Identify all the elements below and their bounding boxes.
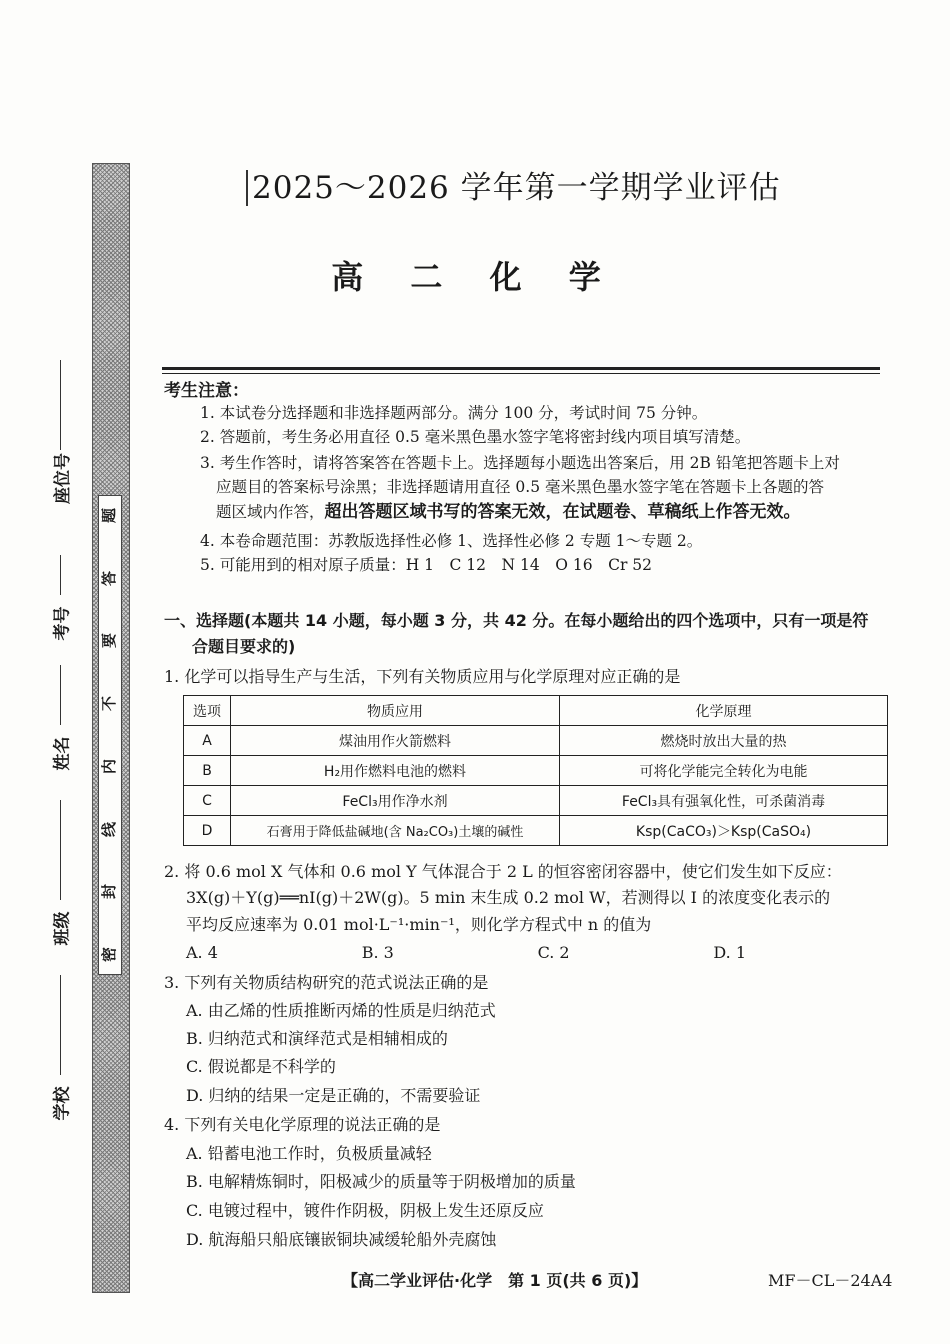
option-a[interactable]: A. 4 bbox=[186, 943, 218, 962]
option-b[interactable]: B. 电解精炼铜时，阳极减少的质量等于阴极增加的质量 bbox=[186, 1172, 576, 1191]
notice-item: 5. 可能用到的相对原子质量：H 1 C 12 N 14 O 16 Cr 52 bbox=[200, 556, 653, 574]
notice-title: 考生注意： bbox=[164, 381, 249, 401]
table-cell: A bbox=[184, 726, 231, 756]
paper-code: MF－CL－24A4 bbox=[768, 1271, 893, 1290]
option-c[interactable]: C. 2 bbox=[537, 943, 570, 962]
exam-number-label: 考号 bbox=[52, 606, 73, 641]
class-field[interactable] bbox=[40, 800, 80, 957]
table-cell: 燃烧时放出大量的热 bbox=[560, 726, 888, 756]
option-d[interactable]: D. 航海船只船底镶嵌铜块减缓轮船外壳腐蚀 bbox=[186, 1230, 497, 1249]
blank-line bbox=[60, 360, 61, 450]
table-cell: D bbox=[184, 816, 231, 846]
name-field[interactable] bbox=[40, 665, 80, 782]
question-2-options bbox=[186, 940, 746, 966]
question-2-stem-cont: 平均反应速率为 0.01 mol·L⁻¹·min⁻¹，则化学方程式中 n 的值为 bbox=[186, 915, 652, 934]
school-field[interactable] bbox=[40, 975, 80, 1132]
table-row bbox=[184, 726, 888, 756]
seal-char: 线 bbox=[100, 821, 119, 837]
table-cell: FeCl₃具有强氧化性，可杀菌消毒 bbox=[560, 786, 888, 816]
subject-title: 高 二 化 学 bbox=[331, 258, 619, 296]
blank-line bbox=[60, 975, 61, 1075]
table-cell: FeCl₃用作净水剂 bbox=[231, 786, 560, 816]
exam-title: 2025～2026 学年第一学期学业评估 bbox=[246, 170, 792, 206]
seal-char: 密 bbox=[100, 946, 119, 962]
seal-char: 答 bbox=[100, 570, 119, 586]
section-heading: 一、选择题(本题共 14 小题，每小题 3 分，共 42 分。在每小题给出的四个选项中，只有一项是符 bbox=[164, 611, 869, 630]
question-3-stem: 3. 下列有关物质结构研究的范式说法正确的是 bbox=[164, 973, 489, 992]
exam-number-field[interactable] bbox=[40, 555, 80, 652]
blank-line bbox=[60, 665, 61, 725]
class-label: 班级 bbox=[52, 911, 73, 946]
table-header-cell: 物质应用 bbox=[231, 696, 560, 726]
school-label: 学校 bbox=[52, 1086, 73, 1121]
header-rule bbox=[162, 373, 880, 374]
notice-item: 2. 答题前，考生务必用直径 0.5 毫米黑色墨水签字笔将密封线内项目填写清楚。 bbox=[200, 428, 751, 446]
blank-line bbox=[60, 800, 61, 900]
question-1-stem: 1. 化学可以指导生产与生活，下列有关物质应用与化学原理对应正确的是 bbox=[164, 667, 681, 686]
option-b[interactable]: B. 3 bbox=[361, 943, 394, 962]
blank-line bbox=[60, 555, 61, 595]
option-b[interactable]: B. 归纳范式和演绎范式是相辅相成的 bbox=[186, 1029, 448, 1048]
seal-char: 不 bbox=[100, 696, 119, 712]
table-cell: Ksp(CaCO₃)＞Ksp(CaSO₄) bbox=[560, 816, 888, 846]
table-cell: C bbox=[184, 786, 231, 816]
name-label: 姓名 bbox=[52, 736, 73, 771]
table-cell: B bbox=[184, 756, 231, 786]
table-row bbox=[184, 756, 888, 786]
notice-text: 题区域内作答， bbox=[216, 503, 325, 521]
table-header-cell: 选项 bbox=[184, 696, 231, 726]
notice-item-cont bbox=[216, 499, 801, 525]
seal-char: 封 bbox=[100, 884, 119, 900]
notice-emphasis: 超出答题区域书写的答案无效，在试题卷、草稿纸上作答无效。 bbox=[324, 502, 801, 522]
table-row bbox=[184, 786, 888, 816]
question-1-table bbox=[183, 695, 888, 846]
question-4-stem: 4. 下列有关电化学原理的说法正确的是 bbox=[164, 1115, 441, 1134]
option-c[interactable]: C. 假说都是不科学的 bbox=[186, 1057, 336, 1076]
question-2-stem-cont: 3X(g)＋Y(g)══nI(g)＋2W(g)。5 min 末生成 0.2 mol W，若测得以 I 的浓度变化表示的 bbox=[186, 888, 831, 907]
question-2-stem: 2. 将 0.6 mol X 气体和 0.6 mol Y 气体混合于 2 L 的恒容密闭容器中，使它们发生如下反应： bbox=[164, 862, 842, 881]
seal-char: 要 bbox=[100, 633, 119, 649]
option-d[interactable]: D. 归纳的结果一定是正确的，不需要验证 bbox=[186, 1086, 481, 1105]
notice-item: 4. 本卷命题范围：苏教版选择性必修 1、选择性必修 2 专题 1～专题 2。 bbox=[200, 532, 703, 550]
table-header-cell: 化学原理 bbox=[560, 696, 888, 726]
table-row bbox=[184, 816, 888, 846]
header-rule bbox=[162, 367, 880, 370]
table-cell: H₂用作燃料电池的燃料 bbox=[231, 756, 560, 786]
notice-item: 3. 考生作答时，请将答案答在答题卡上。选择题每小题选出答案后，用 2B 铅笔把答题卡上对 bbox=[200, 454, 840, 472]
notice-item-cont: 应题目的答案标号涂黑；非选择题请用直径 0.5 毫米黑色墨水签字笔在答题卡上各题的答 bbox=[216, 478, 825, 496]
table-header-row bbox=[184, 696, 888, 726]
option-c[interactable]: C. 电镀过程中，镀件作阴极，阴极上发生还原反应 bbox=[186, 1201, 544, 1220]
seal-line-box bbox=[98, 495, 122, 975]
seal-char: 题 bbox=[100, 507, 119, 524]
section-heading-cont: 合题目要求的) bbox=[192, 637, 296, 656]
notice-item: 1. 本试卷分选择题和非选择题两部分。满分 100 分，考试时间 75 分钟。 bbox=[200, 404, 708, 422]
table-cell: 煤油用作火箭燃料 bbox=[231, 726, 560, 756]
option-d[interactable]: D. 1 bbox=[713, 943, 746, 962]
option-a[interactable]: A. 由乙烯的性质推断丙烯的性质是归纳范式 bbox=[186, 1001, 496, 1020]
page-footer: 【高二学业评估·化学 第 1 页(共 6 页)】 bbox=[342, 1271, 648, 1290]
seat-number-field[interactable] bbox=[40, 360, 80, 507]
option-a[interactable]: A. 铅蓄电池工作时，负极质量减轻 bbox=[186, 1144, 432, 1163]
seat-number-label: 座位号 bbox=[52, 453, 73, 504]
seal-char: 内 bbox=[100, 758, 119, 774]
table-cell: 可将化学能完全转化为电能 bbox=[560, 756, 888, 786]
table-cell: 石膏用于降低盐碱地(含 Na₂CO₃)土壤的碱性 bbox=[231, 816, 560, 846]
